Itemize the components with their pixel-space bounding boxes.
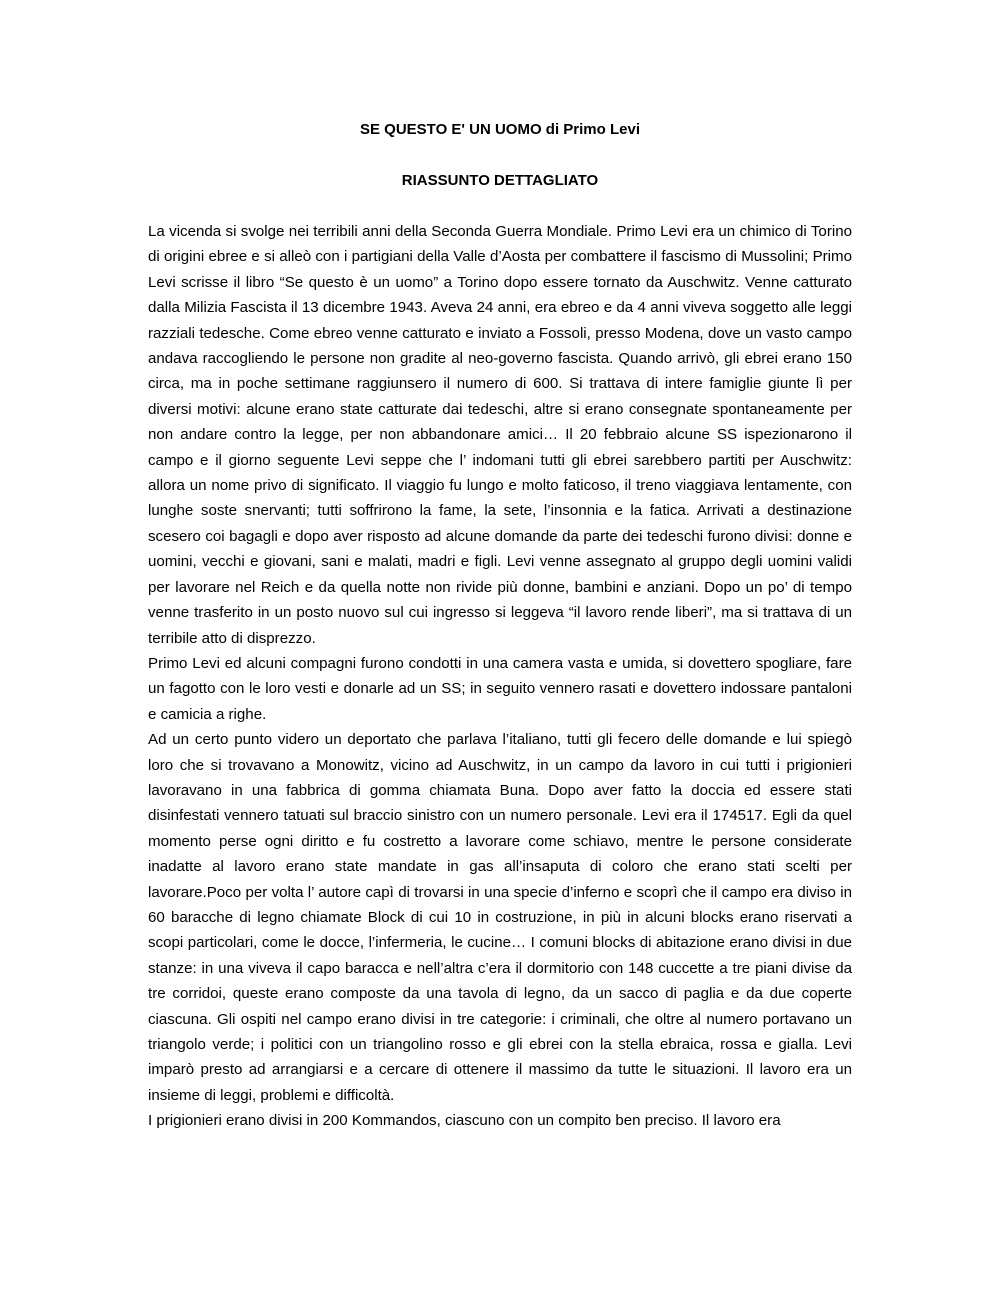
paragraph: I prigionieri erano divisi in 200 Kommandos, ciascuno con un compito ben preciso. Il lavoro era bbox=[148, 1112, 781, 1130]
paragraph: Primo Levi ed alcuni compagni furono condotti in una camera vasta e umida, si dovettero spogliare, fare un fagotto con le loro vesti e donarle ad un SS; in seguito vennero rasati e dovettero indossare pantaloni e camicia a righe. bbox=[148, 654, 852, 723]
document-title: SE QUESTO E' UN UOMO di Primo Levi bbox=[359, 121, 640, 138]
paragraph: Ad un certo punto videro un deportato che parlava l’italiano, tutti gli fecero delle domande e lui spiegò loro che si trovavano a Monowitz, vicino ad Auschwitz, in un campo da lavoro in cui tutti i prigionieri lavoravano in una fabbrica di gomma chiamata Buna. Dopo aver fatto la doccia ed essere stati disinfestati vennero tatuati sul braccio sinistro con un numero personale. Levi era il 174517. Egli da quel momento perse ogni diritto e fu costretto a lavorare come schiavo, mentre le persone considerate inadatte al lavoro erano state mandate in gas all’insaputa di coloro che erano stati scelti per lavorare.Poco per volta l’ autore capì di trovarsi in una specie d’inferno e scoprì che il campo era diviso in 60 baracche di legno chiamate Block di cui 10 in costruzione, in più in alcuni blocks erano riservati a scopi particolari, come le docce, l’infermeria, le cucine… I comuni blocks di abitazione erano divisi in due stanze: in una viveva il capo baracca e nell’altra c’era il dormitorio con 148 cuccette a tre piani divise da tre corridoi, queste erano composte da una tavola di legno, da un sacco di paglia e da due coperte ciascuna. Gli ospiti nel campo erano divisi in tre categorie: i criminali, che oltre al numero portavano un triangolo verde; i politici con un triangolino rosso e gli ebrei con la stella ebraica, rossa e gialla. Levi imparò presto ad arrangiarsi e a cercare di ottenere il massimo da tutte le situazioni. Il lavoro era un insieme di leggi, problemi e difficoltà. bbox=[148, 731, 852, 1104]
document-body bbox=[148, 219, 852, 1134]
document-subtitle: RIASSUNTO DETTAGLIATO bbox=[401, 172, 599, 189]
paragraph: La vicenda si svolge nei terribili anni della Seconda Guerra Mondiale. Primo Levi era un chimico di Torino di origini ebree e si alleò con i partigiani della Valle d’Aosta per combattere il fascismo di Mussolini; Primo Levi scrisse il libro “Se questo è un uomo” a Torino dopo essere tornato da Auschwitz. Venne catturato dalla Milizia Fascista il 13 dicembre 1943. Aveva 24 anni, era ebreo e da 4 anni viveva soggetto alle leggi razziali tedesche. Come ebreo venne catturato e inviato a Fossoli, presso Modena, dove un vasto campo andava raccogliendo le persone non gradite al neo-governo fascista. Quando arrivò, gli ebrei erano 150 circa, ma in poche settimane raggiunsero il numero di 600. Si trattava di intere famiglie giunte lì per diversi motivi: alcune erano state catturate dai tedeschi, altre si erano consegnate spontaneamente per non andare contro la legge, per non abbandonare amici… Il 20 febbraio alcune SS ispezionarono il campo e il giorno seguente Levi seppe che l’ indomani tutti gli ebrei sarebbero partiti per Auschwitz: allora un nome privo di significato. Il viaggio fu lungo e molto faticoso, il treno viaggiava lentamente, con lunghe soste snervanti; tutti soffrirono la fame, la sete, l’insonnia e la fatica. Arrivati a destinazione scesero coi bagagli e dopo aver risposto ad alcune domande da parte dei tedeschi furono divisi: donne e uomini, vecchi e giovani, sani e malati, madri e figli. Levi venne assegnato al gruppo degli uomini validi per lavorare nel Reich e da quella notte non rivide più donne, bambini e anziani. Dopo un po’ di tempo venne trasferito in un posto nuovo sul cui ingresso si leggeva “il lavoro rende liberi”, ma si trattava di un terribile atto di disprezzo. bbox=[148, 223, 852, 647]
